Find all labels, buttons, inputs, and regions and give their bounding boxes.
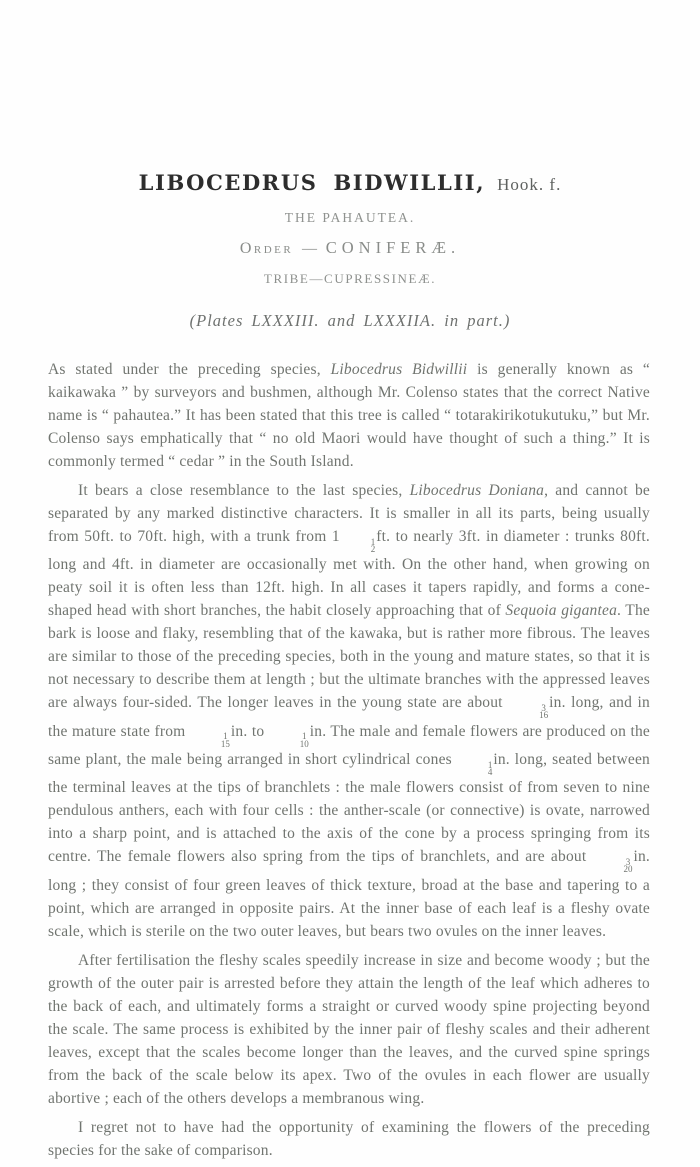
fraction: 1 2 <box>370 536 376 554</box>
species-name: LIBOCEDRUS BIDWILLII, <box>138 170 486 195</box>
text-run: in. long, seated between the terminal leaves at the tips of branchlets : the male flowers consist of from seven to nine pendulous anthers, each with four cells : the anther-scale (or connective) is ovate, narrowed into a sharp point, and is attached to the axis of the cone by a process springing from its centre. The female flowers also spring from the tips of branchlets, and are about <box>48 751 650 866</box>
order-value: CONIFERÆ. <box>325 238 461 257</box>
common-name: THE PAHAUTEA. <box>284 210 416 225</box>
text-run: in. to <box>230 722 269 740</box>
text-run: is generally known as “ kaikawaka ” by surveyors and bushmen, although Mr. Colenso states that the correct Native name is “ pahautea.” It has been stated that this tree is called “ totarakirikotukutuku,” but Mr. Colenso says emphatically that “ no old Maori would have thought of such a thing.” It is commonly termed “ cedar ” in the South Island. <box>48 361 650 470</box>
species-authority: Hook. f. <box>497 175 562 194</box>
species-title <box>0 163 700 195</box>
body-text <box>48 358 650 1162</box>
fraction: 3 16 <box>539 702 549 721</box>
species-name-inline: Sequoia gigantea <box>505 602 618 620</box>
text-run: in. long ; they consist of four green leaves of thick texture, broad at the base and tapering to a point, which are arranged in opposite pairs. At the inner base of each leaf is a fleshy ovate scale, which is sterile on the two outer leaves, but bears two ovules on the inner leaves. <box>48 848 650 940</box>
page-header <box>0 163 700 331</box>
species-name-inline: Libocedrus Doniana <box>409 482 545 499</box>
fraction: 1 4 <box>487 759 493 777</box>
text-run: in. The male and female flowers are produced on the same plant, the male being arranged in short cylindrical cones <box>48 722 650 769</box>
text-run: . The bark is loose and flaky, resembling that of the kawaka, but is rather more fibrous. The leaves are similar to those of the preceding species, both in the young and mature states, so that it is not necessary to describe them at length ; but the ultimate branches with the appressed leaves are always four-sided. The longer leaves in the young state are about <box>48 602 650 712</box>
text-run: It bears a close resemblance to the last species, <box>78 482 410 499</box>
text-run: After fertilisation the fleshy scales speedily increase in size and become woody ; but the growth of the outer pair is arrested before they attain the length of the leaf which adheres to the back of each, and ultimately forms a straight or curved woody spine projecting beyond the scale. The same process is exhibited by the inner pair of fleshy scales and their adherent leaves, except that the scales become longer than the leaves, and the curved spine springs from the back of the scale below its apex. Two of the ovules in each flower are usually abortive ; each of the others develops a membranous wing. <box>48 951 650 1107</box>
text-run: As stated under the preceding species, <box>48 361 331 378</box>
fraction: 1 15 <box>220 731 230 749</box>
tribe-line: TRIBE—CUPRESSINEÆ. <box>263 271 437 286</box>
paragraph <box>48 949 650 1110</box>
text-run: , and cannot be separated by any marked distinctive characters. It is smaller in all its parts, being usually from 50ft. to 70ft. high, with a trunk from 1 <box>48 482 650 545</box>
order-dash: — <box>302 241 317 257</box>
order-label: Order <box>239 240 294 257</box>
paragraph <box>48 479 650 943</box>
text-run: in. long, and in the mature state from <box>48 694 650 740</box>
fraction: 1 10 <box>299 731 309 749</box>
species-name-inline: Libocedrus Bidwillii <box>330 361 468 378</box>
paragraph <box>48 1116 650 1162</box>
text-run: I regret not to have had the opportunity of examining the flowers of the preceding species for the sake of comparison. <box>48 1118 650 1159</box>
paragraph <box>48 358 650 473</box>
fraction: 3 20 <box>623 856 633 875</box>
order-line <box>0 238 700 258</box>
text-run: ft. to nearly 3ft. in diameter : trunks 80ft. long and 4ft. in diameter are occasionally met with. On the other hand, when growing on peaty soil it is often less than 12ft. high. In all cases it tapers rapidly, and forms a cone-shaped head with short branches, the habit closely approaching that of <box>48 528 650 620</box>
plates-reference: (Plates LXXXIII. and LXXXIIA. in part.) <box>189 311 511 330</box>
